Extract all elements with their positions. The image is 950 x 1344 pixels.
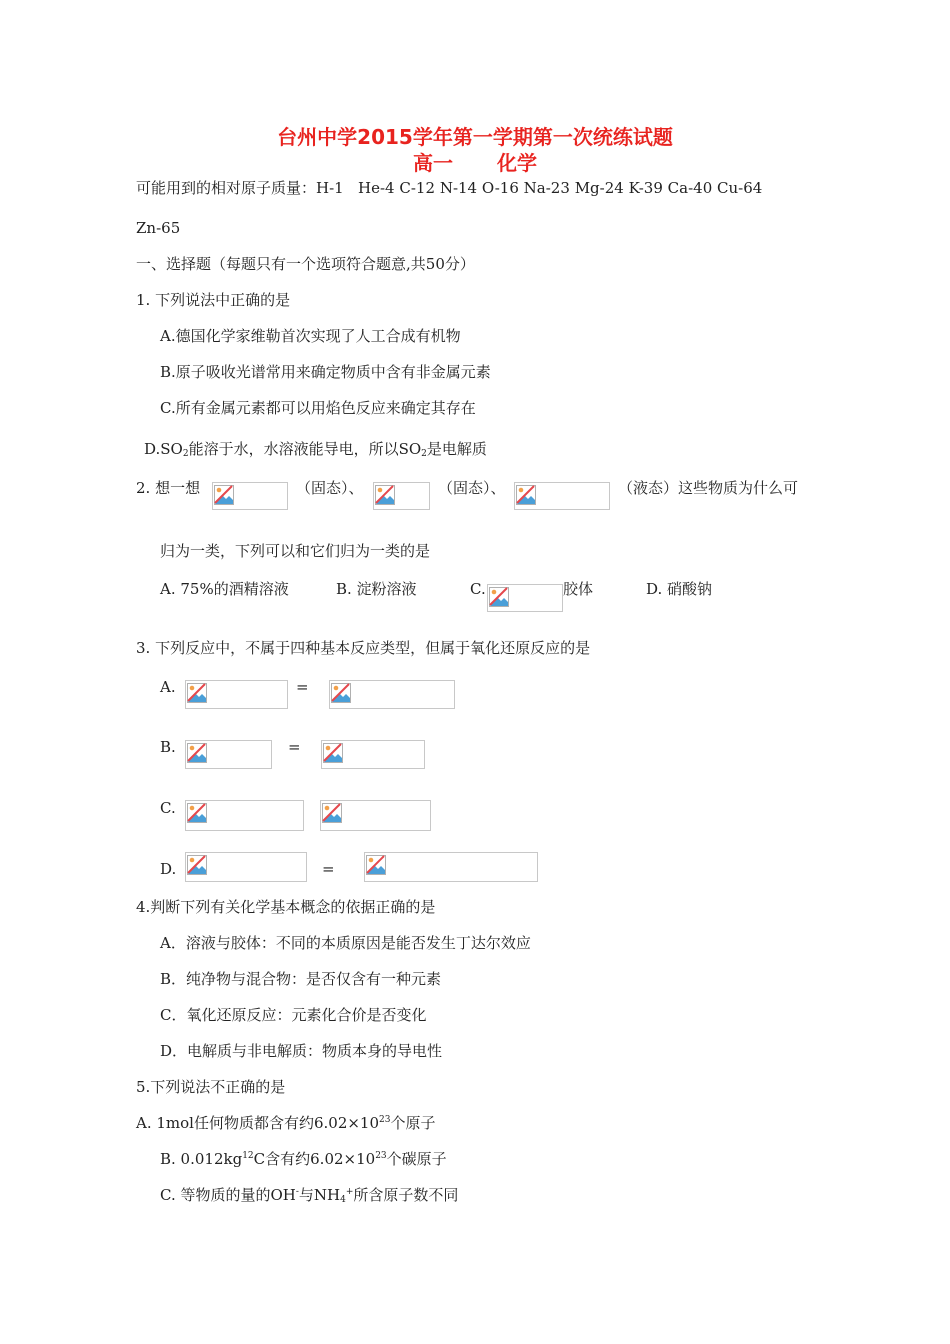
- q3-option-a: A.: [160, 678, 176, 696]
- broken-image-icon: [321, 740, 425, 769]
- q5-stem: 5.下列说法不正确的是: [136, 1078, 286, 1096]
- q1-d-text-1: D.SO: [144, 440, 183, 458]
- mass-mg: Mg-24: [574, 179, 624, 197]
- atomic-masses-label: 可能用到的相对原子质量：: [136, 179, 317, 197]
- q1-d-text-3: 是电解质: [426, 440, 487, 458]
- broken-image-icon: [514, 482, 610, 510]
- broken-image-icon: [329, 680, 455, 709]
- broken-image-icon: [185, 680, 288, 709]
- mass-c: C-12: [399, 179, 436, 197]
- broken-image-icon: [487, 584, 563, 612]
- mass-ca: Ca-40: [667, 179, 713, 197]
- mass-na: Na-23: [523, 179, 570, 197]
- broken-image-icon: [364, 852, 538, 882]
- subtitle-grade: 高一: [413, 151, 453, 175]
- broken-image-icon: [185, 740, 272, 769]
- q1-option-b: B.原子吸收光谱常用来确定物质中含有非金属元素: [160, 363, 491, 381]
- q3-option-b: B.: [160, 738, 176, 756]
- broken-image-icon: [185, 852, 307, 882]
- q2-option-b: B. 淀粉溶液: [336, 580, 417, 598]
- broken-image-icon: [185, 800, 304, 831]
- q1-d-text-2: 能溶于水，水溶液能导电，所以SO: [188, 440, 422, 458]
- q2-solid-label-2: （固态）、: [438, 479, 506, 497]
- page-subtitle: [0, 150, 950, 176]
- q2-option-d: D. 硝酸钠: [646, 580, 713, 598]
- q4-option-c: C．氧化还原反应：元素化合价是否变化: [160, 1006, 427, 1024]
- mass-he: He-4: [358, 179, 395, 197]
- q1-d-sub-1: 2: [182, 449, 189, 459]
- q5-option-b: [160, 1149, 447, 1169]
- q5-c-sub: 4: [340, 1195, 346, 1205]
- mass-n: N-14: [439, 179, 478, 197]
- atomic-masses-line: [136, 178, 762, 198]
- q3-a-equals: =: [296, 678, 309, 696]
- q2-option-c-label: C.: [470, 580, 486, 598]
- q4-stem: 4.判断下列有关化学基本概念的依据正确的是: [136, 898, 436, 916]
- q3-stem: 3. 下列反应中，不属于四种基本反应类型，但属于氧化还原反应的是: [136, 639, 591, 657]
- section-heading: 一、选择题（每题只有一个选项符合题意,共50分）: [136, 255, 475, 273]
- q5-c-text-2: 与NH: [298, 1186, 341, 1204]
- q5-a-sup: 23: [379, 1115, 391, 1125]
- mass-zn: Zn-65: [136, 219, 181, 237]
- broken-image-icon: [212, 482, 288, 510]
- q4-option-d: D．电解质与非电解质：物质本身的导电性: [160, 1042, 443, 1060]
- page-title: 台州中学2015学年第一学期第一次统练试题: [277, 125, 673, 149]
- q5-c-text-3: 所含原子数不同: [353, 1186, 459, 1204]
- q5-b-sup-2: 23: [375, 1151, 387, 1161]
- q2-stem-start: 2. 想一想: [136, 479, 201, 497]
- q5-b-sup-1: 12: [242, 1151, 254, 1161]
- q1-stem: 1. 下列说法中正确的是: [136, 291, 291, 309]
- mass-cu: Cu-64: [717, 179, 763, 197]
- q5-option-c: [160, 1185, 458, 1205]
- q5-a-text-1: A. 1mol任何物质都含有约6.02×10: [136, 1114, 380, 1132]
- q5-b-text-1: B. 0.012kg: [160, 1150, 243, 1168]
- q2-option-c-text: 胶体: [563, 580, 594, 598]
- q2-stem-line2: 归为一类，下列可以和它们归为一类的是: [160, 542, 431, 560]
- q5-c-sup-2: +: [345, 1187, 354, 1197]
- q5-c-text-1: C. 等物质的量的OH: [160, 1186, 296, 1204]
- q4-option-a: A．溶液与胶体：不同的本质原因是能否发生丁达尔效应: [160, 934, 531, 952]
- q4-option-b: B．纯净物与混合物：是否仅含有一种元素: [160, 970, 442, 988]
- q5-c-sup-1: -: [295, 1187, 299, 1197]
- broken-image-icon: [320, 800, 431, 831]
- q5-option-a: [136, 1113, 436, 1133]
- q5-b-text-2: C含有约6.02×10: [253, 1150, 376, 1168]
- subtitle-subject: 化学: [497, 151, 537, 175]
- q3-option-d: D.: [160, 860, 177, 878]
- mass-h: H-1: [316, 179, 344, 197]
- q1-option-a: A.德国化学家维勒首次实现了人工合成有机物: [160, 327, 461, 345]
- q3-option-c: C.: [160, 799, 176, 817]
- q2-liquid-label: （液态）这些物质为什么可: [618, 479, 799, 497]
- broken-image-icon: [373, 482, 430, 510]
- q1-option-c: C.所有金属元素都可以用焰色反应来确定其存在: [160, 399, 476, 417]
- q1-d-sub-2: 2: [421, 449, 427, 459]
- mass-k: K-39: [628, 179, 663, 197]
- q5-b-text-3: 个碳原子: [386, 1150, 447, 1168]
- q2-option-a: A. 75%的酒精溶液: [160, 580, 289, 598]
- q3-b-equals: =: [288, 738, 301, 756]
- mass-o: O-16: [481, 179, 519, 197]
- q1-option-d: [144, 439, 487, 459]
- q3-d-equals: =: [322, 860, 335, 878]
- q2-solid-label-1: （固态）、: [296, 479, 364, 497]
- q5-a-text-2: 个原子: [390, 1114, 436, 1132]
